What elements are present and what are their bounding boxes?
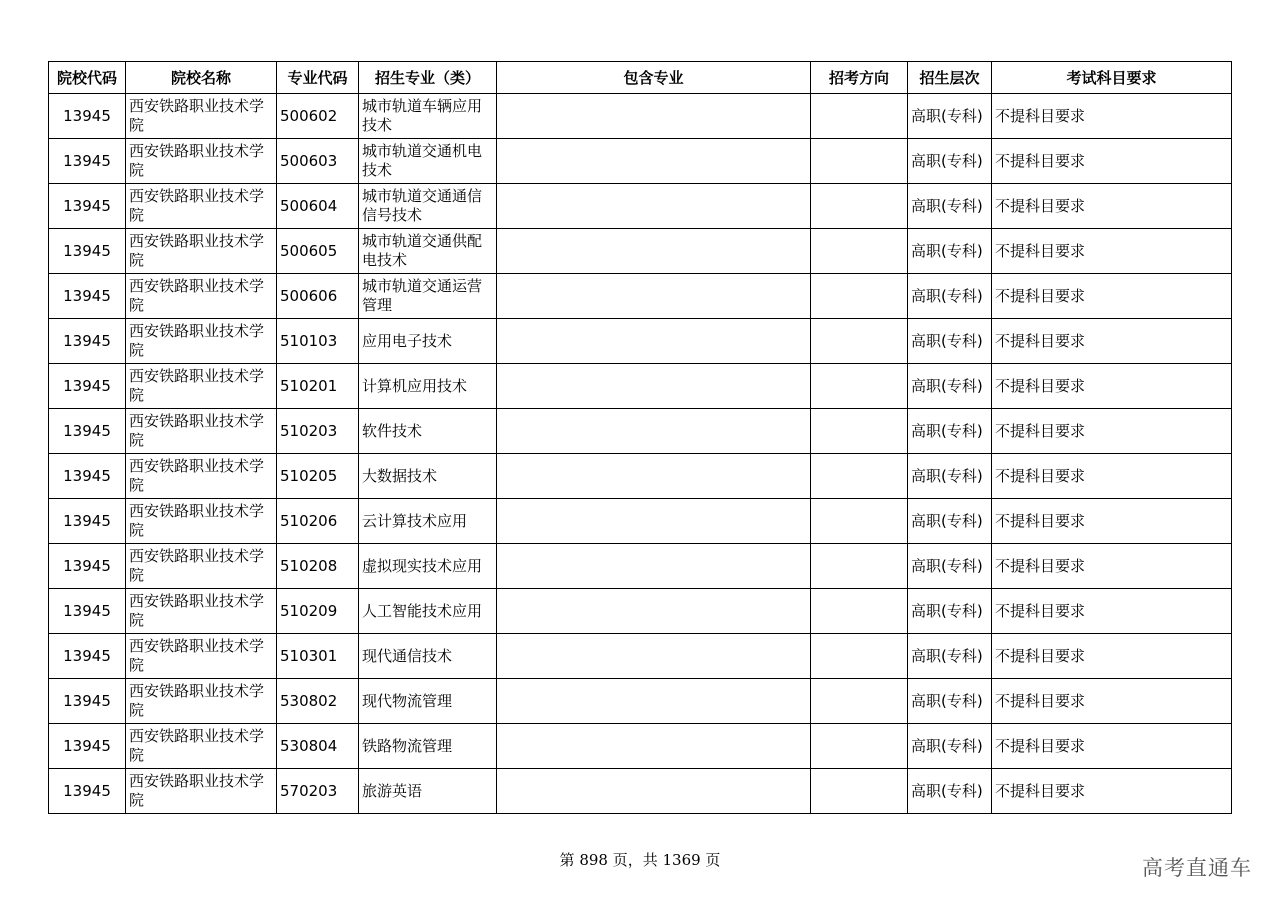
cell-requirement: 不提科目要求 [992, 499, 1232, 544]
table-row [49, 274, 1232, 319]
cell-level: 高职(专科) [908, 274, 992, 319]
cell-requirement: 不提科目要求 [992, 544, 1232, 589]
header-school-name: 院校名称 [126, 62, 277, 94]
cell-school-name: 西安铁路职业技术学院 [126, 724, 277, 769]
cell-school-name: 西安铁路职业技术学院 [126, 634, 277, 679]
cell-included-majors [497, 679, 811, 724]
cell-school-code: 13945 [49, 544, 126, 589]
cell-major-code: 510205 [277, 454, 359, 499]
cell-level: 高职(专科) [908, 724, 992, 769]
cell-level: 高职(专科) [908, 229, 992, 274]
cell-major-code: 500606 [277, 274, 359, 319]
watermark: 高考直通车 [1142, 856, 1252, 880]
cell-school-name: 西安铁路职业技术学院 [126, 679, 277, 724]
table-row [49, 679, 1232, 724]
cell-major: 云计算技术应用 [359, 499, 497, 544]
header-requirement: 考试科目要求 [992, 62, 1232, 94]
cell-school-name: 西安铁路职业技术学院 [126, 94, 277, 139]
cell-major: 现代物流管理 [359, 679, 497, 724]
cell-major-code: 500605 [277, 229, 359, 274]
cell-major: 虚拟现实技术应用 [359, 544, 497, 589]
cell-included-majors [497, 364, 811, 409]
cell-requirement: 不提科目要求 [992, 454, 1232, 499]
cell-level: 高职(专科) [908, 409, 992, 454]
cell-school-code: 13945 [49, 634, 126, 679]
cell-direction [811, 724, 908, 769]
cell-school-code: 13945 [49, 589, 126, 634]
cell-school-code: 13945 [49, 94, 126, 139]
cell-level: 高职(专科) [908, 94, 992, 139]
table-row [49, 454, 1232, 499]
table-row [49, 139, 1232, 184]
cell-direction [811, 364, 908, 409]
cell-level: 高职(专科) [908, 544, 992, 589]
cell-requirement: 不提科目要求 [992, 679, 1232, 724]
cell-level: 高职(专科) [908, 319, 992, 364]
cell-school-code: 13945 [49, 364, 126, 409]
cell-school-code: 13945 [49, 769, 126, 814]
cell-direction [811, 184, 908, 229]
cell-included-majors [497, 724, 811, 769]
cell-school-name: 西安铁路职业技术学院 [126, 544, 277, 589]
cell-major: 城市轨道交通运营管理 [359, 274, 497, 319]
cell-major: 旅游英语 [359, 769, 497, 814]
cell-major: 城市轨道交通机电技术 [359, 139, 497, 184]
cell-major-code: 500604 [277, 184, 359, 229]
cell-major: 计算机应用技术 [359, 364, 497, 409]
cell-school-code: 13945 [49, 724, 126, 769]
cell-requirement: 不提科目要求 [992, 319, 1232, 364]
cell-major-code: 500603 [277, 139, 359, 184]
table-row [49, 724, 1232, 769]
table-row [49, 634, 1232, 679]
cell-direction [811, 454, 908, 499]
cell-major-code: 510103 [277, 319, 359, 364]
cell-major-code: 530802 [277, 679, 359, 724]
cell-included-majors [497, 274, 811, 319]
cell-school-name: 西安铁路职业技术学院 [126, 589, 277, 634]
header-row [49, 62, 1232, 94]
cell-included-majors [497, 544, 811, 589]
cell-major-code: 510301 [277, 634, 359, 679]
cell-level: 高职(专科) [908, 454, 992, 499]
header-major: 招生专业（类） [359, 62, 497, 94]
cell-direction [811, 229, 908, 274]
cell-school-code: 13945 [49, 499, 126, 544]
cell-school-name: 西安铁路职业技术学院 [126, 499, 277, 544]
cell-major-code: 510206 [277, 499, 359, 544]
table-row [49, 364, 1232, 409]
cell-level: 高职(专科) [908, 499, 992, 544]
cell-level: 高职(专科) [908, 364, 992, 409]
header-school-code: 院校代码 [49, 62, 126, 94]
cell-requirement: 不提科目要求 [992, 769, 1232, 814]
cell-included-majors [497, 634, 811, 679]
header-major-code: 专业代码 [277, 62, 359, 94]
cell-direction [811, 274, 908, 319]
cell-direction [811, 769, 908, 814]
table-row [49, 544, 1232, 589]
cell-school-name: 西安铁路职业技术学院 [126, 319, 277, 364]
cell-requirement: 不提科目要求 [992, 589, 1232, 634]
table-body [49, 94, 1232, 814]
cell-requirement: 不提科目要求 [992, 364, 1232, 409]
cell-requirement: 不提科目要求 [992, 94, 1232, 139]
table-row [49, 409, 1232, 454]
cell-school-name: 西安铁路职业技术学院 [126, 364, 277, 409]
cell-included-majors [497, 454, 811, 499]
cell-included-majors [497, 589, 811, 634]
cell-direction [811, 634, 908, 679]
cell-school-name: 西安铁路职业技术学院 [126, 454, 277, 499]
cell-requirement: 不提科目要求 [992, 229, 1232, 274]
cell-school-code: 13945 [49, 184, 126, 229]
cell-major: 城市轨道交通通信信号技术 [359, 184, 497, 229]
cell-requirement: 不提科目要求 [992, 409, 1232, 454]
cell-direction [811, 94, 908, 139]
cell-included-majors [497, 319, 811, 364]
cell-major-code: 530804 [277, 724, 359, 769]
cell-level: 高职(专科) [908, 769, 992, 814]
cell-school-name: 西安铁路职业技术学院 [126, 184, 277, 229]
table-row [49, 184, 1232, 229]
header-direction: 招考方向 [811, 62, 908, 94]
cell-requirement: 不提科目要求 [992, 724, 1232, 769]
cell-requirement: 不提科目要求 [992, 184, 1232, 229]
cell-school-code: 13945 [49, 319, 126, 364]
cell-major: 大数据技术 [359, 454, 497, 499]
cell-major-code: 570203 [277, 769, 359, 814]
cell-major: 城市轨道车辆应用技术 [359, 94, 497, 139]
page-number: 第 898 页，共 1369 页 [559, 851, 721, 869]
cell-school-code: 13945 [49, 229, 126, 274]
cell-requirement: 不提科目要求 [992, 274, 1232, 319]
cell-direction [811, 139, 908, 184]
cell-direction [811, 499, 908, 544]
table-row [49, 229, 1232, 274]
cell-requirement: 不提科目要求 [992, 139, 1232, 184]
table-row [49, 589, 1232, 634]
cell-included-majors [497, 409, 811, 454]
table-row [49, 769, 1232, 814]
cell-school-name: 西安铁路职业技术学院 [126, 274, 277, 319]
cell-included-majors [497, 769, 811, 814]
cell-included-majors [497, 94, 811, 139]
cell-direction [811, 319, 908, 364]
cell-major: 城市轨道交通供配电技术 [359, 229, 497, 274]
cell-major: 软件技术 [359, 409, 497, 454]
cell-included-majors [497, 229, 811, 274]
cell-direction [811, 409, 908, 454]
cell-major-code: 500602 [277, 94, 359, 139]
cell-level: 高职(专科) [908, 589, 992, 634]
header-included-majors: 包含专业 [497, 62, 811, 94]
cell-level: 高职(专科) [908, 679, 992, 724]
cell-major: 现代通信技术 [359, 634, 497, 679]
cell-school-code: 13945 [49, 679, 126, 724]
cell-direction [811, 589, 908, 634]
admissions-table [48, 61, 1232, 814]
cell-major: 应用电子技术 [359, 319, 497, 364]
table-row [49, 94, 1232, 139]
cell-school-name: 西安铁路职业技术学院 [126, 229, 277, 274]
cell-major: 人工智能技术应用 [359, 589, 497, 634]
cell-major-code: 510208 [277, 544, 359, 589]
cell-direction [811, 544, 908, 589]
cell-school-name: 西安铁路职业技术学院 [126, 139, 277, 184]
cell-major-code: 510209 [277, 589, 359, 634]
cell-included-majors [497, 139, 811, 184]
cell-school-code: 13945 [49, 139, 126, 184]
cell-school-name: 西安铁路职业技术学院 [126, 409, 277, 454]
cell-included-majors [497, 499, 811, 544]
cell-major-code: 510203 [277, 409, 359, 454]
cell-school-code: 13945 [49, 409, 126, 454]
header-level: 招生层次 [908, 62, 992, 94]
cell-level: 高职(专科) [908, 184, 992, 229]
cell-major: 铁路物流管理 [359, 724, 497, 769]
cell-school-code: 13945 [49, 454, 126, 499]
cell-major-code: 510201 [277, 364, 359, 409]
cell-level: 高职(专科) [908, 139, 992, 184]
table-row [49, 499, 1232, 544]
cell-requirement: 不提科目要求 [992, 634, 1232, 679]
table-row [49, 319, 1232, 364]
cell-level: 高职(专科) [908, 634, 992, 679]
cell-school-name: 西安铁路职业技术学院 [126, 769, 277, 814]
cell-direction [811, 679, 908, 724]
cell-school-code: 13945 [49, 274, 126, 319]
cell-included-majors [497, 184, 811, 229]
